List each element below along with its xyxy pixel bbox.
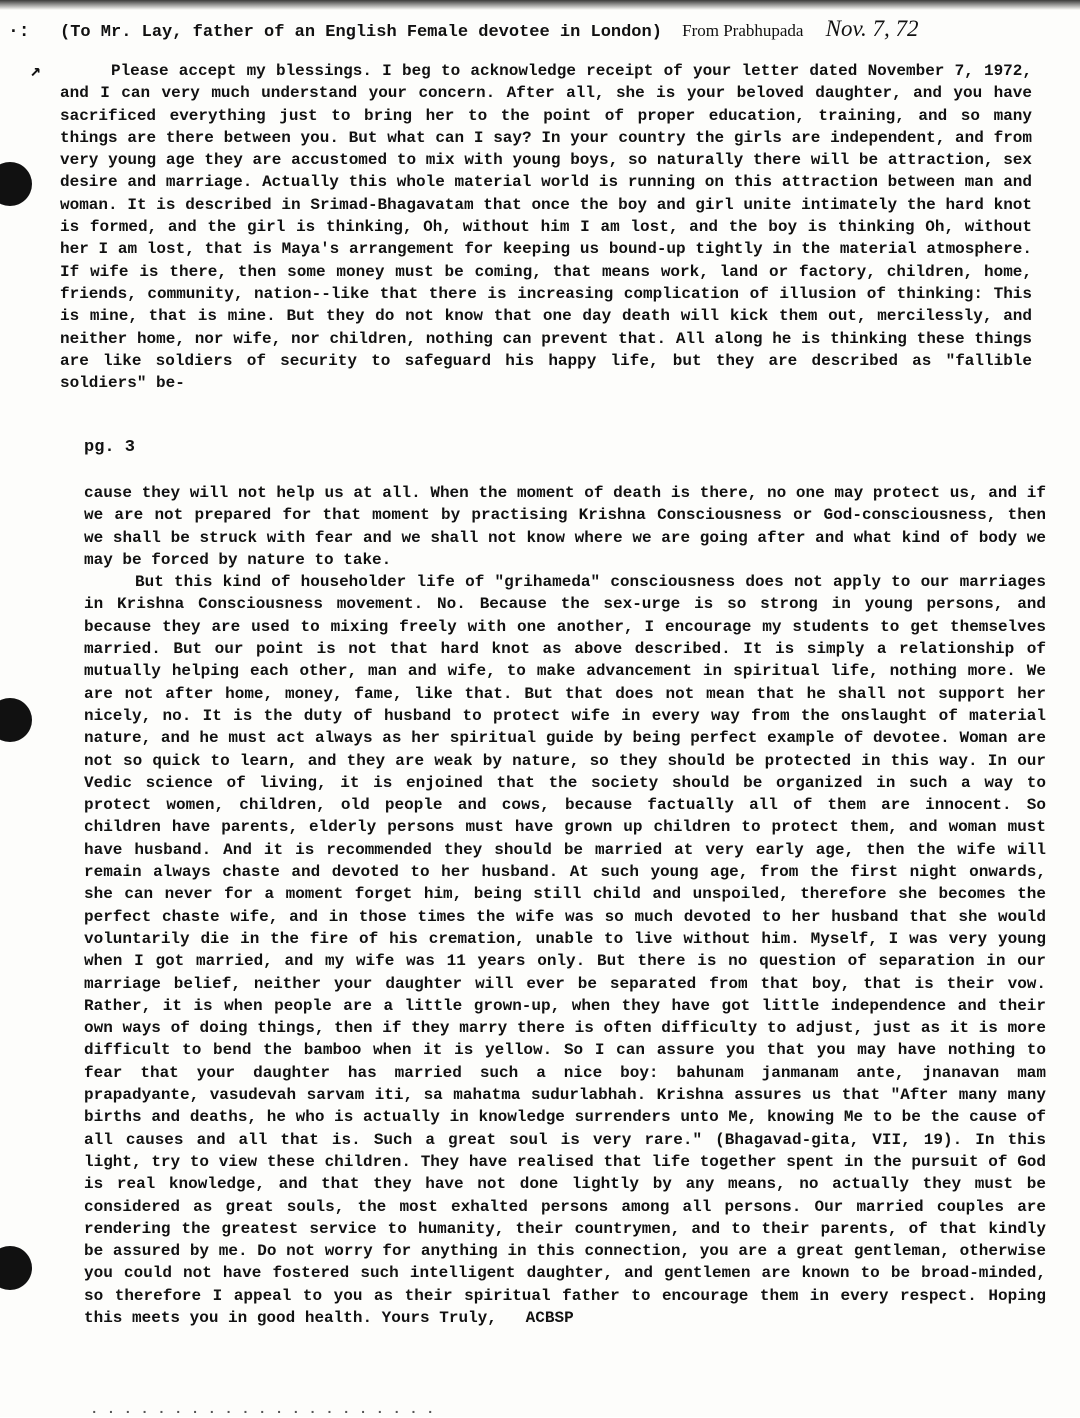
letter-paragraph-1: Please accept my blessings. I beg to acknowledge receipt of your letter dated November 7, 1972, and I can very much understand your concern. After all, she is your beloved daughter, and you have sacrificed everything just to bring her to the point of proper education, training, and so many things are there between you. But what can I say? In your country the girls are independent, and from very young age they are accustomed to mix with young boys, so naturally there will be attraction, sex desire and marriage. Actually this whole material world is running on this attraction between man and woman. It is described in Srimad-Bhagavatam that once the boy and girl unite intimately the hard knot is formed, and the girl is thinking, Oh, without him I am lost, and the boy is thinking Oh, without her I am lost, that is Maya's arrangement for keeping us bound-up tightly in the material atmosphere. If wife is there, then some money must be coming, that means work, land or factory, children, home, friends, community, nation--like that there is increasing complication of illusion of thinking: This is mine, that is mine. But they do not know that one day death will kick them out, mercilessly, and neither home, nor wife, nor children, nothing can prevent that. All along he is thinking these things are like soldiers of security to safeguard his happy life, but they are described as "fallible soldiers" be- — [60, 62, 1042, 393]
cut-off-bottom-line: . . . . . . . . . . . . . . . . . . . . . — [90, 1402, 435, 1418]
scan-speck-mark: ·: — [8, 22, 30, 42]
scan-top-edge — [0, 0, 1080, 10]
page-number: pg. 3 — [84, 438, 136, 457]
punch-hole-bottom — [0, 1246, 32, 1290]
recipient-line: (To Mr. Lay, father of an English Female devotee in London) — [60, 23, 662, 42]
handwritten-date: Nov. 7, 72 — [825, 16, 919, 41]
sender-line: From Prabhupada — [682, 21, 804, 40]
letter-header — [60, 16, 1070, 42]
punch-hole-middle — [0, 698, 32, 742]
letter-paragraph-2: cause they will not help us at all. When the moment of death is there, no one may protect us, and if we are not prepared for that moment by practising Krishna Consciousness or God-consciousness, then we shall be struck with fear and we shall not know where we are going after and what kind of body we may be forced by nature to take. But this kind of householder life of "grihameda" consciousness does not apply to our marriages in Krishna Consciousness movement. No. Because the sex-urge is so strong in young persons, and because they are used to mixing freely with one another, I encourage my students to get themselves married. But our point is not that hard knot as above described. It is simply a relationship of mutually helping each other, man and wife, to make advancement in spiritual life, nothing more. We are not after home, money, fame, like that. But that does not mean that he shall not support her nicely, no. It is the duty of husband to protect wife in every way from the onslaught of material nature, and he must act always as her spiritual guide by being perfect example of devotee. Woman are not so quick to learn, and they are weak by nature, so they should be protected in this way. In our Vedic science of living, it is enjoined that the society should be organized in such a way to protect women, children, old people and cows, because factually all of them are innocent. So children have parents, elderly persons must have grown up children to protect them, and woman must have husband. And it is recommended they should be married at very early age, then the wife will remain always chaste and devoted to her husband. At such young age, from the first night onwards, she can never for a moment forget him, being still child and unspoiled, therefore she becomes the perfect chaste wife, and in those times the wife was so much devoted to her husband that she would voluntarily die in the fire of his cremation, unable to live without him. Myself, I was very young when I got married, and my wife was 11 years only. But there is no question of separation in our marriage belief, neither your daughter will ever be separated from that boy, that is their vow. Rather, it is when people are a little grown-up, when they have got little independence and their own ways of doing things, then if they marry there is often difficulty to adjust, just as it is more difficult to bend the bamboo when it is yellow. So I can assure you that you may have nothing to fear that your daughter has married such a nice boy: bahunam janmanam ante, jnanavan mam prapadyante, vasudevah sarvam iti, sa mahatma sudurlabhah. Krishna assures us that "After many many births and deaths, he who is actually in knowledge surrenders unto Me, knowing Me to be the cause of all causes and all that is. Such a great soul is very rare." (Bhagavad-gita, VII, 19). In this light, try to view these children. They have realised that life together spent in the pursuit of God is real knowledge, and that they have not done lightly by any means, no actually they must be considered as great souls, the most exhalted persons among all persons. Our married couples are rendering the greatest service to humanity, their countrymen, and to their parents, of that kindly be assured by me. Do not worry for anything in this connection, you are a great gentleman, otherwise you could not have fostered such intelligent daughter, and gentlemen are known to be broad-minded, so therefore I appeal to you as their spiritual father to encourage them in every respect. Hoping this meets you in good health. Yours Truly, ACBSP — [84, 484, 1047, 1327]
punch-hole-top — [0, 162, 32, 206]
scan-tick-mark: ↗ — [30, 62, 41, 82]
